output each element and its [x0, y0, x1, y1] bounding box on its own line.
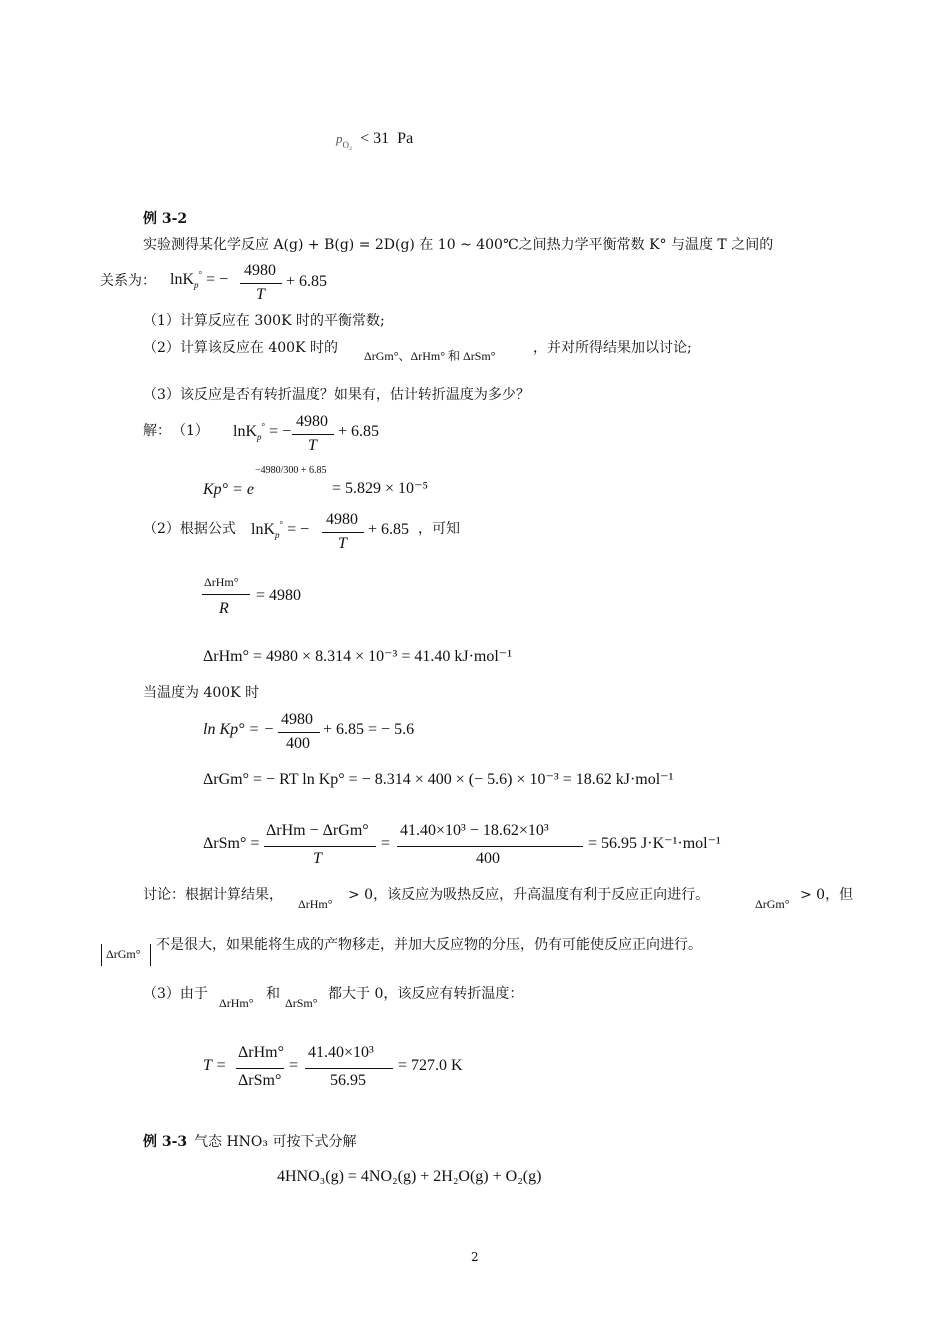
tt-left: T = — [203, 1057, 227, 1074]
dh-line: ΔrHm° = 4980 × 8.314 × 10⁻³ = 41.40 kJ·mol⁻¹ — [203, 648, 513, 665]
tt-numerator-2: 41.40×10³ — [308, 1044, 374, 1061]
ds-equals: = — [381, 835, 391, 852]
ln400-denominator: 400 — [286, 735, 310, 752]
tt-bar-1 — [236, 1068, 284, 1069]
tt-bar-2 — [305, 1068, 393, 1069]
part3-dh-term: ΔrHm° — [219, 996, 254, 1010]
example-3-3-statement: 气态 HNO₃ 可按下式分解 — [194, 1134, 357, 1150]
tt-equals: = — [289, 1057, 299, 1074]
question-3: （3）该反应是否有转折温度？如果有，估计转折温度为多少？ — [143, 387, 530, 403]
dg-line: ΔrGm° = − RT ln Kp° = − 8.314 × 400 × (− 5.6) × 10⁻³ = 18.62 kJ·mol⁻¹ — [203, 771, 674, 788]
ln400-numerator: 4980 — [281, 711, 313, 728]
ln400-right: + 6.85 = − 5.6 — [323, 721, 415, 738]
relation-plus: + 6.85 — [286, 273, 328, 290]
question-2-post: ，并对所得结果加以讨论; — [533, 340, 692, 356]
ds-right: = 56.95 J·K⁻¹·mol⁻¹ — [588, 835, 721, 852]
abs-dg-term: ΔrGm° — [106, 947, 141, 961]
discussion-line-1a: 讨论：根据计算结果， — [143, 887, 283, 903]
sol1-fraction-bar — [292, 434, 334, 435]
ds-left: ΔrSm° = — [203, 835, 260, 852]
kp-result-left: Kp° = e — [203, 481, 254, 498]
statement-line-2: 关系为： — [100, 273, 156, 289]
question-2-terms: ΔrGm°、ΔrHm° 和 ΔrSm° — [364, 349, 496, 363]
question-2-pre: （2）计算该反应在 400K 时的 — [143, 340, 338, 356]
relation-denominator: T — [256, 286, 265, 303]
dh-over-r-value: = 4980 — [256, 587, 302, 604]
relation-left: lnK$_p$° = − — [170, 269, 229, 291]
part3-ds-term: ΔrSm° — [285, 996, 318, 1010]
decomposition-equation: 4HNO₃(g) = 4NO₂(g) + 2H₂O(g) + O₂(g) — [277, 1168, 542, 1185]
dh-over-r-bar — [202, 594, 250, 595]
discussion-line-2: 不是很大，如果能将生成的产物移走，并加大反应物的分压，仍有可能使反应正向进行。 — [156, 937, 702, 953]
relation-numerator: 4980 — [244, 262, 276, 279]
ln400-left: ln Kp° = − — [203, 721, 275, 738]
ds-numerator-2: 41.40×10³ − 18.62×10³ — [400, 822, 549, 839]
tt-denominator-1: ΔrSm° — [238, 1072, 282, 1089]
solution-label: 解： （1） — [143, 423, 209, 439]
part3-and: 和 — [266, 986, 280, 1002]
page-number: 2 — [471, 1250, 479, 1264]
part2-formula-left: lnK$_p$° = − — [251, 519, 310, 541]
discussion-dh-term: ΔrHm° — [298, 897, 333, 911]
top-condition: $p_{O_2} < 31$ Pa — [336, 130, 414, 150]
tt-numerator-1: ΔrHm° — [238, 1044, 285, 1061]
discussion-dg-term: ΔrGm° — [755, 897, 790, 911]
dh-over-r-numerator: ΔrHm° — [204, 575, 239, 589]
part2-suffix: ，可知 — [418, 521, 460, 537]
sol1-left: lnK$_p$° = − — [233, 421, 292, 443]
ds-denominator-1: T — [313, 850, 322, 867]
abs-bar-right — [150, 944, 151, 966]
sol1-numerator: 4980 — [296, 413, 328, 430]
part3-label: （3）由于 — [143, 986, 208, 1002]
ds-bar-2 — [397, 846, 583, 847]
part2-fraction-bar — [322, 532, 364, 533]
kp-result-right: = 5.829 × 10⁻⁵ — [332, 480, 429, 497]
ds-numerator-1: ΔrHm − ΔrGm° — [266, 822, 369, 839]
tt-denominator-2: 56.95 — [330, 1072, 366, 1089]
kp-exponent: −4980/300 + 6.85 — [255, 465, 327, 476]
sol1-denominator: T — [308, 437, 317, 454]
discussion-line-1b: > 0，该反应为吸热反应，升高温度有利于反应正向进行。 — [348, 887, 710, 903]
part2-label: （2）根据公式 — [143, 521, 236, 537]
part2-denominator: T — [338, 535, 347, 552]
dh-over-r-denominator: R — [219, 600, 229, 617]
example-3-3-heading: 例 3-3 — [143, 1134, 188, 1150]
part3-post: 都大于 0，该反应有转折温度： — [328, 986, 524, 1002]
abs-bar-left — [101, 944, 102, 966]
relation-fraction-bar — [240, 283, 282, 284]
part2-plus: + 6.85 — [368, 521, 410, 538]
statement-line-1: 实验测得某化学反应 A(g) + B(g) = 2D(g) 在 10 ~ 400℃之间热力学平衡常数 K° 与温度 T 之间的 — [143, 237, 774, 253]
sol1-plus: + 6.85 — [338, 423, 380, 440]
ds-denominator-2: 400 — [476, 850, 500, 867]
ds-bar-1 — [264, 846, 376, 847]
tt-right: = 727.0 K — [398, 1057, 463, 1074]
part2-numerator: 4980 — [326, 511, 358, 528]
example-heading: 例 3-2 — [143, 211, 188, 227]
at-400k: 当温度为 400K 时 — [143, 685, 260, 701]
discussion-line-1c: > 0，但 — [800, 887, 854, 903]
ln400-bar — [278, 732, 320, 733]
question-1: （1）计算反应在 300K 时的平衡常数; — [143, 313, 385, 329]
